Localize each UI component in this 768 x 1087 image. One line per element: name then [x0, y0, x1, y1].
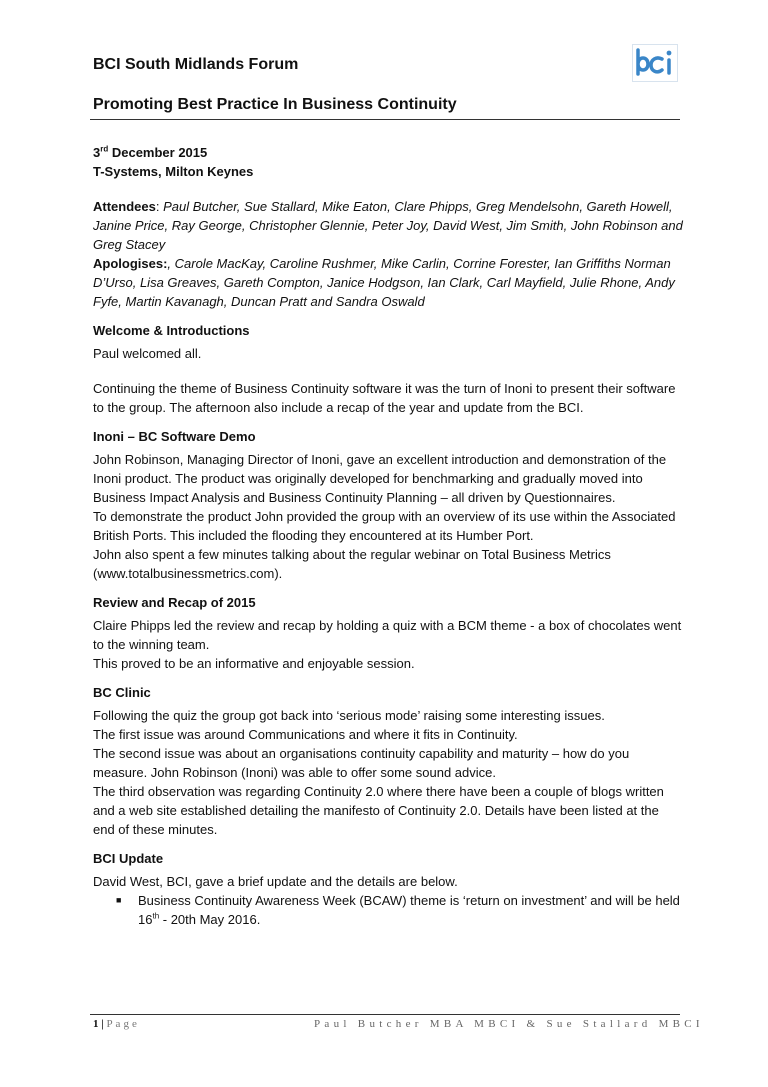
bullet-text: Business Continuity Awareness Week (BCAW) theme is ‘return on investment’ and will be held 16th - 20th May 2016. — [138, 893, 680, 927]
review-p2: This proved to be an informative and enjoyable session. — [93, 656, 415, 671]
footer-authors: Paul Butcher MBA MBCI & Sue Stallard MBCI — [314, 1018, 704, 1030]
document-body — [93, 143, 683, 929]
heading-welcome: Welcome & Introductions — [93, 323, 250, 338]
clinic-p1: Following the quiz the group got back into ‘serious mode’ raising some interesting issues. — [93, 708, 605, 723]
doc-subtitle: Promoting Best Practice In Business Continuity — [93, 96, 457, 113]
square-bullet-icon: ■ — [116, 895, 122, 905]
clinic-p4: The third observation was regarding Continuity 2.0 where there have been a couple of blogs written and a web site established detailing the manifesto of Continuity 2.0. Details have been listed at the end of these minutes. — [93, 784, 664, 837]
update-p1: David West, BCI, gave a brief update and the details are below. — [93, 874, 458, 889]
apologies-line: Apologises:, Carole MacKay, Caroline Rushmer, Mike Carlin, Corrine Forester, Ian Griffiths Norman D’Urso, Lisa Greaves, Gareth Compton, Janice Hodgson, Ian Clark, Carl Mayfield, Julie Rhone, Andy Fyfe, Martin Kavanagh, Duncan Pratt and Sandra Oswald — [93, 256, 675, 309]
meeting-location: T-Systems, Milton Keynes — [93, 164, 254, 179]
welcome-p2: Continuing the theme of Business Continuity software it was the turn of Inoni to present their software to the group. The afternoon also include a recap of the year and update from the BCI. — [93, 381, 676, 415]
header-divider — [90, 119, 680, 120]
footer-divider — [90, 1014, 680, 1015]
welcome-p1: Paul welcomed all. — [93, 346, 202, 361]
heading-clinic: BC Clinic — [93, 685, 151, 700]
meeting-date: 3rd December 2015 — [93, 144, 208, 160]
footer-page: 1 | Page — [93, 1018, 140, 1030]
inoni-p1: John Robinson, Managing Director of Inoni, gave an excellent introduction and demonstration of the Inoni product. The product was originally developed for benchmarking and gradually moved into Business Impact Analysis and Business Continuity Planning – all driven by Questionnaires. — [93, 452, 667, 505]
review-p1: Claire Phipps led the review and recap by holding a quiz with a BCM theme - a box of chocolates went to the winning team. — [93, 618, 682, 652]
clinic-p3: The second issue was about an organisations continuity capability and maturity – how do you measure. John Robinson (Inoni) was able to offer some sound advice. — [93, 746, 630, 780]
bci-logo — [632, 44, 678, 82]
inoni-p3: John also spent a few minutes talking about the regular webinar on Total Business Metrics (www.totalbusinessmetrics.com). — [93, 547, 611, 581]
inoni-p2: To demonstrate the product John provided the group with an overview of its use within the Associated British Ports. This included the flooding they encountered at its Humber Port. — [93, 509, 676, 543]
heading-update: BCI Update — [93, 851, 164, 866]
heading-review: Review and Recap of 2015 — [93, 595, 256, 610]
org-title: BCI South Midlands Forum — [93, 56, 299, 73]
attendees-line: Attendees: Paul Butcher, Sue Stallard, Mike Eaton, Clare Phipps, Greg Mendelsohn, Gareth Howell, Janine Price, Ray George, Christopher Glennie, Peter Joy, David West, Jim Smith, John Robinson and Greg Stacey — [93, 199, 683, 252]
list-item — [116, 891, 683, 929]
heading-inoni: Inoni – BC Software Demo — [93, 429, 256, 444]
clinic-p2: The first issue was around Communications and where it fits in Continuity. — [93, 727, 518, 742]
